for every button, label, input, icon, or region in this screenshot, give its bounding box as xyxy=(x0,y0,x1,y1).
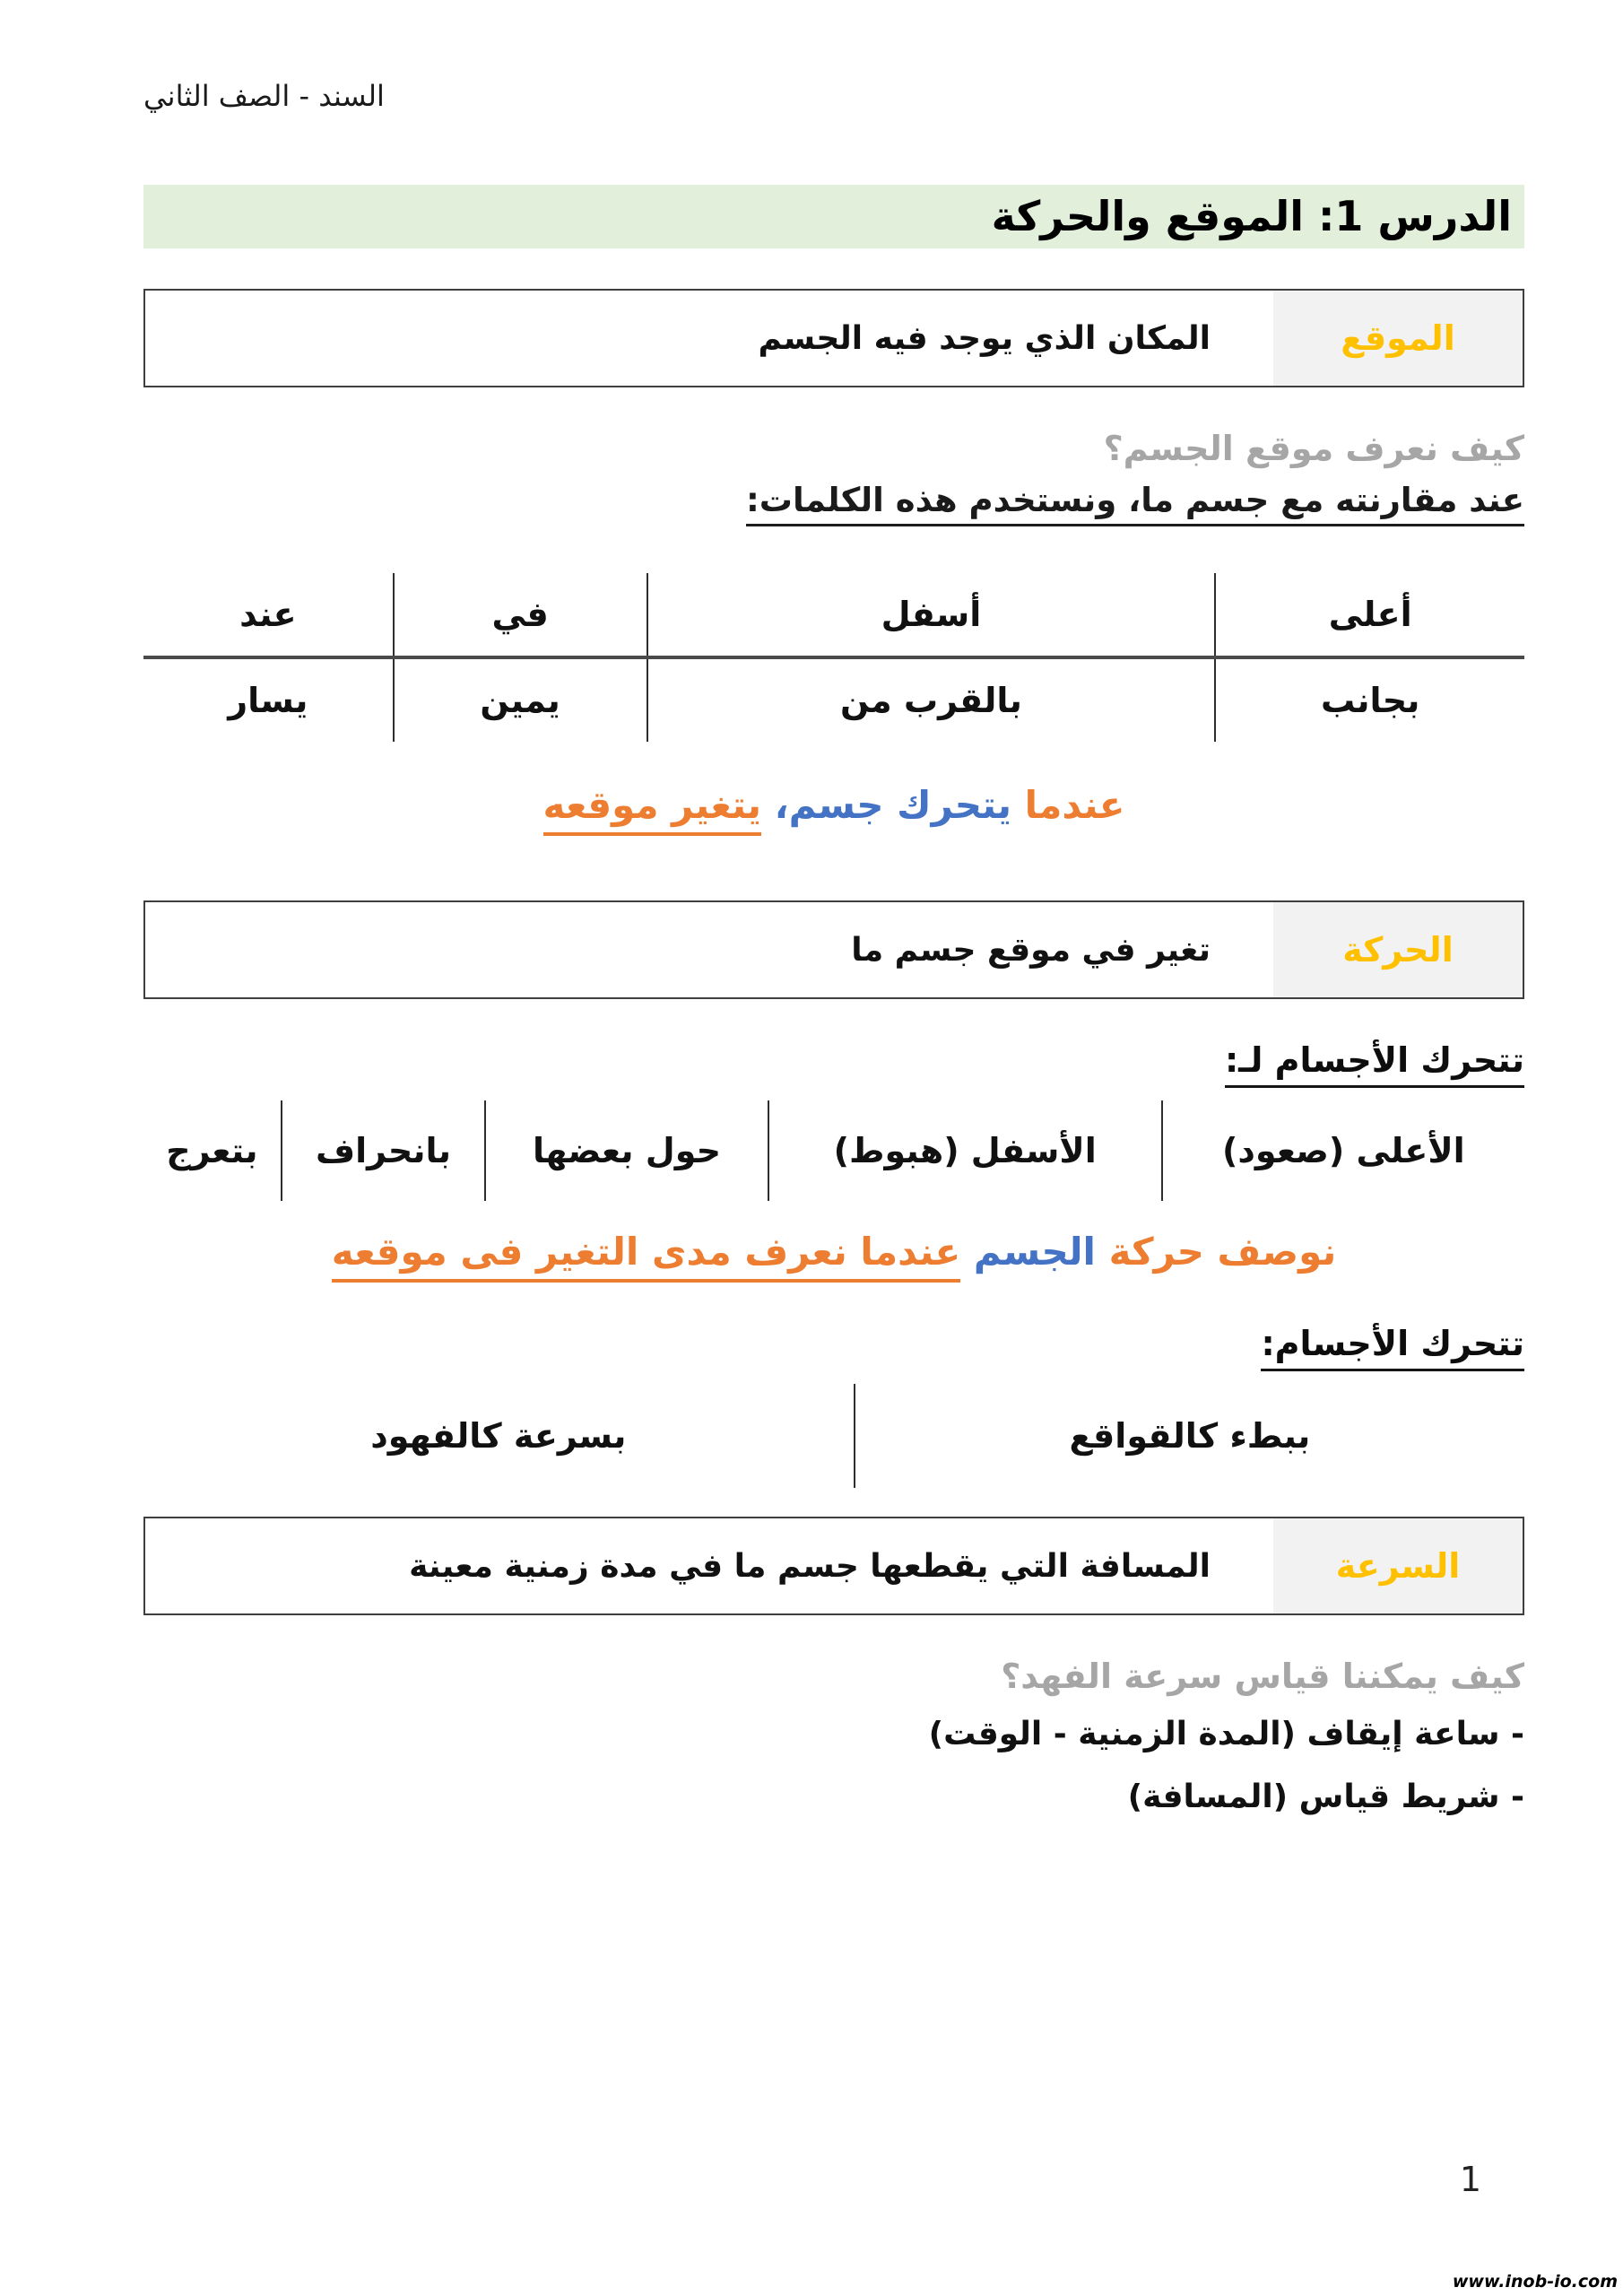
type-cell: حول بعضها xyxy=(485,1100,768,1201)
word-cell: بالقرب من xyxy=(647,657,1216,742)
definition-text: المسافة التي يقطعها جسم ما في مدة زمنية معينة xyxy=(409,1547,1211,1585)
note-part: عندما xyxy=(1024,783,1125,828)
word-cell: أسفل xyxy=(647,573,1216,657)
document-page xyxy=(143,0,1524,1822)
table-row xyxy=(143,573,1524,657)
type-cell: الأسفل (هبوط) xyxy=(768,1100,1162,1201)
heading-text: تتحرك الأجسام لـ: xyxy=(1225,1040,1524,1088)
type-cell: بتعرج xyxy=(166,1131,258,1171)
definition-text: تغير في موقع جسم ما xyxy=(851,931,1211,969)
word-cell: أعلى xyxy=(1215,573,1524,657)
heading-objects-move xyxy=(143,1324,1524,1371)
list-item: - شريط قياس (المسافة) xyxy=(1127,1779,1524,1816)
table-row xyxy=(143,657,1524,742)
answer-compare-object xyxy=(143,481,1524,526)
definition-term: الموقع xyxy=(1273,291,1523,386)
definition-box-speed xyxy=(143,1517,1524,1615)
note-part: يتحرك جسم، xyxy=(774,783,1011,828)
document-header: السند - الصف الثاني xyxy=(143,79,385,113)
table-row xyxy=(143,1100,1524,1201)
speed-cell: بسرعة كالفهود xyxy=(370,1416,627,1457)
word-cell: بجانب xyxy=(1215,657,1524,742)
list-item: - ساعة إيقاف (المدة الزمنية - الوقت) xyxy=(928,1716,1524,1753)
note-describe-movement xyxy=(143,1230,1524,1283)
heading-text: تتحرك الأجسام: xyxy=(1261,1324,1524,1371)
definition-box-position xyxy=(143,289,1524,387)
table-row xyxy=(143,1384,1524,1488)
heading-objects-move-to xyxy=(143,1040,1524,1088)
lesson-title: الدرس 1: الموقع والحركة xyxy=(143,185,1524,248)
note-part: نوصف حركة xyxy=(1108,1230,1337,1274)
note-part: الجسم xyxy=(973,1230,1096,1274)
definition-term: السرعة xyxy=(1273,1518,1523,1613)
note-part-underlined: عندما نعرف مدى التغير فى موقعه xyxy=(332,1230,960,1283)
movement-speeds-table xyxy=(143,1384,1524,1488)
definition-box-movement xyxy=(143,900,1524,999)
type-cell: بانحراف xyxy=(282,1100,486,1201)
movement-types-table xyxy=(143,1100,1524,1201)
definition-text: المكان الذي يوجد فيه الجسم xyxy=(758,319,1211,357)
type-cell: الأعلى (صعود) xyxy=(1162,1100,1524,1201)
note-part-underlined: يتغير موقعه xyxy=(543,783,762,836)
question-measure-cheetah-speed: كيف يمكننا قياس سرعة الفهد؟ xyxy=(1001,1657,1524,1697)
word-cell: يمين xyxy=(394,657,647,742)
definition-term: الحركة xyxy=(1273,902,1523,997)
page-number: 1 xyxy=(1459,2160,1481,2199)
word-cell: يسار xyxy=(228,681,308,721)
speed-cell: ببطء كالقواقع xyxy=(855,1384,1524,1488)
watermark: www.inob-io.com xyxy=(1452,2272,1618,2292)
measurement-tools-list xyxy=(143,1710,1524,1822)
answer-text: عند مقارنته مع جسم ما، ونستخدم هذه الكلمات: xyxy=(746,481,1524,526)
word-cell: عند xyxy=(143,573,394,657)
note-position-changes xyxy=(143,783,1524,836)
question-how-know-position: كيف نعرف موقع الجسم؟ xyxy=(1103,429,1524,469)
word-cell: في xyxy=(394,573,647,657)
position-words-table xyxy=(143,573,1524,742)
